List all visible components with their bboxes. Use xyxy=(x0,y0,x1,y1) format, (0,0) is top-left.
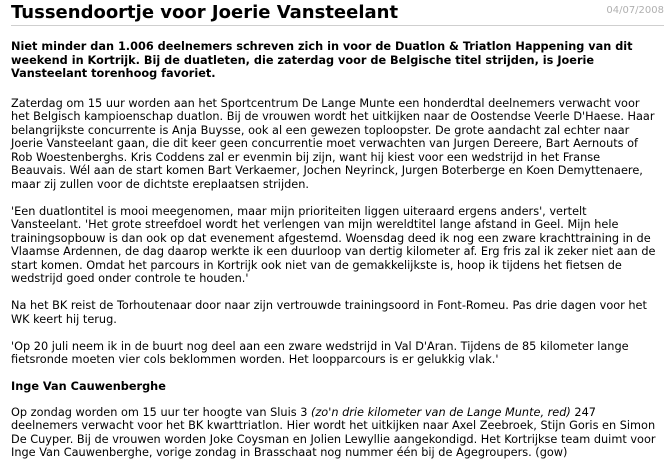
article-paragraph: 'Een duatlontitel is mooi meegenomen, maar mijn prioriteiten liggen uiteraard ergens anders', vertelt Vansteelant. 'Het grote streefdoel wordt het verlengen van mijn wereldtitel lange afstand in Geel. Mijn hele trainingsopbouw is dan ook op dat evenement afgestemd. Woensdag deed ik nog een zware krachttraining in de Vlaamse Ardennen, de dag daarop werkte ik een duurloop van dertig kilometer af. Erg fris zal ik zeker niet aan de start komen. Omdat het parcours in Kortrijk ook niet van de gemakkelijkste is, hoop ik tijdens het fietsen de wedstrijd goed onder controle te houden.' xyxy=(11,204,656,285)
article-body xyxy=(11,40,656,473)
article-last-paragraph xyxy=(11,406,656,460)
article-paragraph: Zaterdag om 15 uur worden aan het Sportcentrum De Lange Munte een honderdtal deelnemers verwacht voor het Belgisch kampioenschap duatlon. Bij de vrouwen wordt het uitkijken naar de Oostendse Veerle D'Haese. Haar belangrijkste concurrente is Anja Buysse, ook al een gewezen toploopster. De grote aandacht zal echter naar Joerie Vansteelant gaan, die dit keer geen concurrentie moet verwachten van Jurgen Dereere, Bart Aernouts of Rob Woestenberghs. Kris Coddens zal er evenmin bij zijn, want hij kiest voor een wedstrijd in het Franse Beauvais. Wél aan de start komen Bart Verkaemer, Jochen Neyrinck, Jurgen Boterberge en Koen Demyttenaere, maar zij zullen voor de dichtste ereplaatsen strijden. xyxy=(11,96,655,191)
article-date: 04/07/2008 xyxy=(606,5,664,16)
paragraph-text: Op zondag worden om 15 uur ter hoogte van Sluis 3 xyxy=(11,405,311,419)
paragraph-text: 247 deelnemers verwacht voor het BK kwarttriatlon. Hier wordt het uitkijken naar Axel Zeebroek, Stijn Goris en Simon De Cuyper. Bij de vrouwen worden Joke Coysman en Jolien Lewyllie aangekondigd. Het Kortrijkse team duimt voor Inge Van Cauwenberghe, vorige zondag in Brasschaat nog nummer één bij de Agegroupers. (gow) xyxy=(11,405,656,459)
article-paragraph: Na het BK reist de Torhoutenaar door naar zijn vertrouwde trainingsoord in Font-Romeu. Pas drie dagen voor het WK keert hij terug. xyxy=(11,299,647,326)
article-intro: Niet minder dan 1.006 deelnemers schreven zich in voor de Duatlon & Triatlon Happening van dit weekend in Kortrijk. Bij de duatleten, die zaterdag voor de Belgische titel strijden, is Joerie Vansteelant torenhoog favoriet. xyxy=(11,40,633,80)
article-subheading: Inge Van Cauwenberghe xyxy=(11,380,166,393)
article-paragraph: 'Op 20 juli neem ik in de buurt nog deel aan een zware wedstrijd in Val D'Aran. Tijdens de 85 kilometer lange fietsronde moeten vier cols beklommen worden. Het loopparcours is er gelukkig vlak.' xyxy=(11,339,629,366)
article-title: Tussendoortje voor Joerie Vansteelant xyxy=(11,2,399,23)
paragraph-italic-aside: (zo'n drie kilometer van de Lange Munte, red) xyxy=(310,405,571,419)
title-divider xyxy=(11,25,664,26)
